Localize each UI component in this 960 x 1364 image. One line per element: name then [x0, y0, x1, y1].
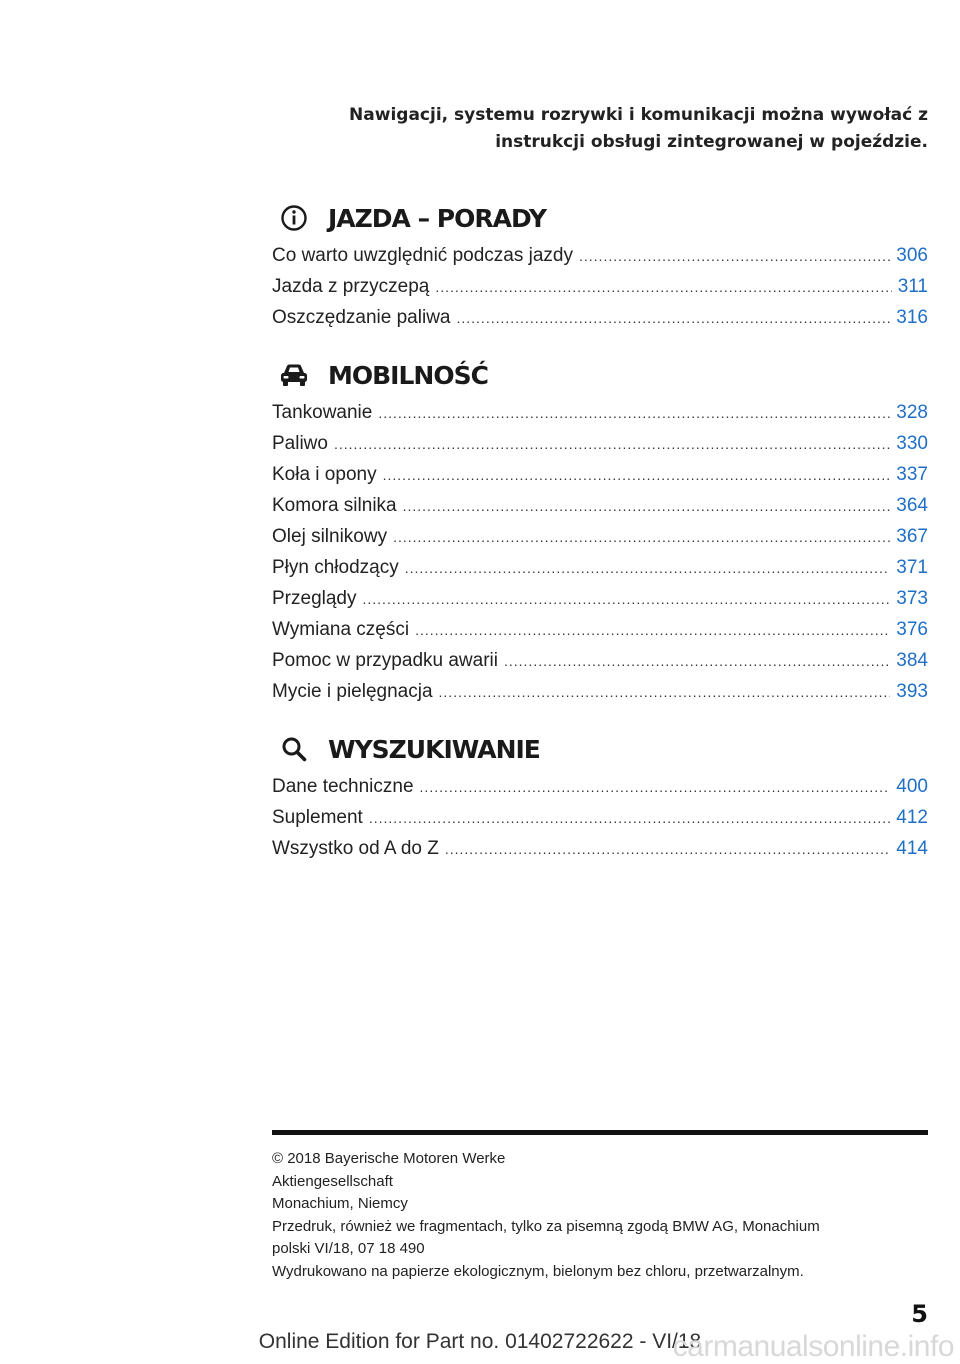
toc-entry-label: Co warto uwzględnić podczas jazdy	[272, 245, 573, 266]
divider-rule	[272, 1130, 928, 1135]
toc-entry[interactable]	[272, 771, 928, 802]
toc-entry-label: Oszczędzanie paliwa	[272, 307, 451, 328]
table-of-contents	[272, 196, 928, 884]
toc-page-link[interactable]: 330	[896, 433, 928, 454]
toc-page-link[interactable]: 311	[897, 276, 928, 297]
toc-entry-label: Jazda z przyczepą	[272, 276, 430, 297]
toc-entry[interactable]	[272, 490, 928, 521]
watermark: carmanualsonline.info	[672, 1330, 954, 1363]
dot-leader	[415, 615, 890, 646]
toc-entry[interactable]	[272, 833, 928, 864]
toc-entry-label: Olej silnikowy	[272, 526, 388, 547]
toc-entry-label: Komora silnika	[272, 495, 397, 516]
toc-entry[interactable]	[272, 459, 928, 490]
search-icon	[278, 733, 310, 765]
imprint-line: Monachium, Niemcy	[272, 1195, 408, 1213]
toc-entry[interactable]	[272, 397, 928, 428]
toc-entry-label: Pomoc w przypadku awarii	[272, 650, 498, 671]
car-icon	[278, 359, 310, 391]
toc-page-link[interactable]: 328	[896, 402, 928, 423]
toc-page-link[interactable]: 412	[896, 807, 928, 828]
dot-leader	[363, 584, 891, 615]
online-edition-footer: Online Edition for Part no. 01402722622 - VI/18	[258, 1330, 702, 1353]
dot-leader	[369, 803, 890, 834]
toc-page-link[interactable]: 371	[896, 557, 928, 578]
toc-entry-label: Przeglądy	[272, 588, 357, 609]
dot-leader	[334, 429, 890, 460]
dot-leader	[378, 398, 890, 429]
section-title: MOBILNOŚĆ	[328, 360, 488, 390]
toc-entry[interactable]	[272, 302, 928, 333]
dot-leader	[420, 772, 891, 803]
dot-leader	[383, 460, 891, 491]
toc-page-link[interactable]: 364	[896, 495, 928, 516]
toc-entry-label: Płyn chłodzący	[272, 557, 399, 578]
toc-entry[interactable]	[272, 552, 928, 583]
toc-entry[interactable]	[272, 583, 928, 614]
intro-line-2: instrukcji obsługi zintegrowanej w pojeździe.	[495, 132, 928, 152]
page-number: 5	[911, 1300, 928, 1328]
toc-entry-label: Dane techniczne	[272, 776, 414, 797]
imprint-line: Aktiengesellschaft	[272, 1172, 393, 1190]
imprint-line: Wydrukowano na papierze ekologicznym, bielonym bez chloru, przetwarzalnym.	[272, 1262, 804, 1280]
toc-entry-label: Tankowanie	[272, 402, 373, 423]
section-title: JAZDA – PORADY	[328, 203, 546, 233]
section-header	[272, 196, 928, 240]
dot-leader	[405, 553, 891, 584]
intro-note	[288, 102, 928, 156]
section-title: WYSZUKIWANIE	[328, 734, 540, 764]
toc-entry[interactable]	[272, 428, 928, 459]
toc-page-link[interactable]: 306	[896, 245, 928, 266]
toc-page-link[interactable]: 373	[896, 588, 928, 609]
toc-entry-label: Wszystko od A do Z	[272, 838, 439, 859]
imprint	[272, 1148, 928, 1284]
imprint-line: © 2018 Bayerische Motoren Werke	[272, 1150, 506, 1167]
toc-page-link[interactable]: 316	[896, 307, 928, 328]
imprint-line: Przedruk, również we fragmentach, tylko za pisemną zgodą BMW AG, Monachium	[272, 1217, 820, 1235]
dot-leader	[504, 646, 890, 677]
toc-page-link[interactable]: 400	[896, 776, 928, 797]
section-mobility	[272, 353, 928, 707]
section-header	[272, 353, 928, 397]
dot-leader	[435, 272, 891, 303]
toc-page-link[interactable]: 376	[896, 619, 928, 640]
toc-entry[interactable]	[272, 645, 928, 676]
toc-entry-label: Wymiana części	[272, 619, 410, 640]
toc-entry[interactable]	[272, 271, 928, 302]
toc-entry-label: Koła i opony	[272, 464, 377, 485]
toc-entry[interactable]	[272, 676, 928, 707]
intro-line-1: Nawigacji, systemu rozrywki i komunikacji można wywołać z	[349, 105, 928, 125]
toc-page-link[interactable]: 384	[896, 650, 928, 671]
dot-leader	[579, 241, 890, 272]
toc-page-link[interactable]: 367	[896, 526, 928, 547]
section-search	[272, 727, 928, 864]
dot-leader	[393, 522, 890, 553]
dot-leader	[456, 303, 890, 334]
toc-entry[interactable]	[272, 240, 928, 271]
info-icon	[278, 202, 310, 234]
dot-leader	[439, 677, 891, 708]
section-header	[272, 727, 928, 771]
toc-entry-label: Suplement	[272, 807, 363, 828]
dot-leader	[445, 834, 890, 865]
toc-page-link[interactable]: 337	[896, 464, 928, 485]
section-driving-tips	[272, 196, 928, 333]
toc-page-link[interactable]: 393	[896, 681, 928, 702]
toc-page-link[interactable]: 414	[896, 838, 928, 859]
dot-leader	[403, 491, 891, 522]
toc-entry[interactable]	[272, 614, 928, 645]
toc-entry[interactable]	[272, 802, 928, 833]
toc-entry-label: Paliwo	[272, 433, 328, 454]
toc-entry-label: Mycie i pielęgnacja	[272, 681, 433, 702]
imprint-line: polski VI/18, 07 18 490	[272, 1240, 425, 1258]
toc-entry[interactable]	[272, 521, 928, 552]
